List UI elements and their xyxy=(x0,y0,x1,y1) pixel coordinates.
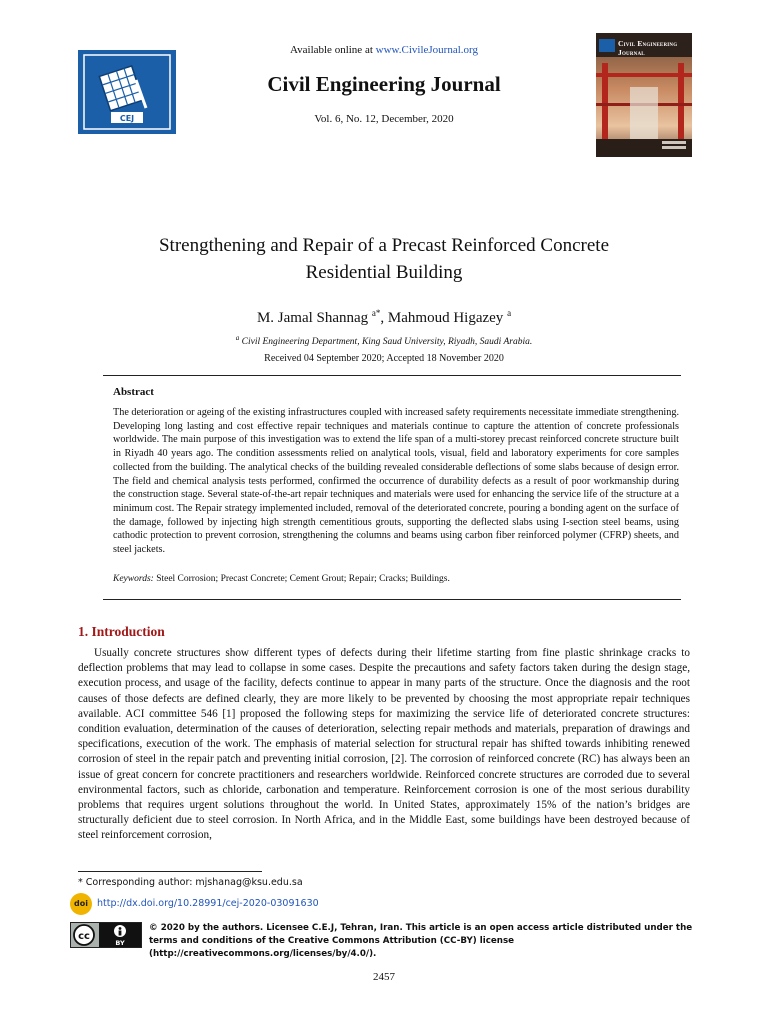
affiliation-text: Civil Engineering Department, King Saud University, Riyadh, Saudi Arabia. xyxy=(241,337,533,348)
abstract-heading: Abstract xyxy=(113,386,154,398)
author-1: M. Jamal Shannag xyxy=(256,310,369,326)
cover-logo-icon xyxy=(599,39,615,52)
author-2: Mahmoud Higazey xyxy=(387,310,504,326)
volume-line: Vol. 6, No. 12, December, 2020 xyxy=(314,113,454,125)
keywords-label: Keywords: xyxy=(113,574,154,584)
author-separator: , xyxy=(380,310,388,326)
cover-title-line2: Journal xyxy=(618,48,645,57)
introduction-paragraph: Usually concrete structures show different types of defects during their lifetime starting from fine plastic shrinkage cracks to deflection problems that may lead to collapse in some cases. Despite the precautions and safety factors taken during the design stage, execution process, and usage of the facility, defects continue to appear in many parts of the structure. Once the diagnosis and the root causes of those defects are defined clearly, they are more likely to be prevented by choosing the most appropriate repair techniques available. ACI committee 546 [1] proposed the following steps for maximizing the service life of deteriorated concrete structures: condition evaluation, determination of the causes of deterioration, selecting repair methods and materials, preparation of drawings and specifications, execution of the work. The emphasis of material selection for structural repair has shifted towards inhibiting renewed corrosion of steel in the repair patch and preventing initial corrosion, [2]. The corrosion of reinforced concrete (RC) has always been an issue of great concern for concrete practitioners and researchers worldwide. Reinforced concrete structures are corroded due to several environmental factors, such as chloride, carbonation and temperature. Reinforcement corrosion is one of the most serious durability problems that requires urgent solutions throughout the world. In United States, approximately 15% of the nation’s bridges are structurally deficient due to steel corrosion. In North Africa, and in the Middle East, some buildings have been destroyed because of steel reinforcement corrosion, xyxy=(78,647,690,842)
affiliation xyxy=(0,334,768,347)
received-dates: Received 04 September 2020; Accepted 18 November 2020 xyxy=(264,353,504,364)
cc-label: cc xyxy=(78,931,90,942)
doi-icon: doi xyxy=(70,893,92,915)
paper-title xyxy=(80,232,688,286)
footnote-rule xyxy=(78,871,262,872)
journal-cover-image xyxy=(596,33,692,157)
doi-link[interactable]: http://dx.doi.org/10.28991/cej-2020-03091630 xyxy=(97,898,319,909)
introduction-heading: 1. Introduction xyxy=(78,624,165,639)
paper-title-line2: Residential Building xyxy=(305,262,463,283)
corresponding-author: * Corresponding author: mjshanag@ksu.edu.sa xyxy=(78,877,303,888)
abstract-top-rule xyxy=(103,375,681,376)
license-text: © 2020 by the authors. Licensee C.E.J, Tehran, Iran. This article is an open access article distributed under the terms and conditions of the Creative Commons Attribution (CC-BY) license (http://creativecommons.org/licenses/by/4.0/). xyxy=(149,923,693,959)
paper-title-line1: Strengthening and Repair of a Precast Reinforced Concrete xyxy=(158,235,610,256)
author-2-sup: a xyxy=(507,308,512,318)
affiliation-sup: a xyxy=(235,334,240,342)
logo-text: CEJ xyxy=(119,114,135,123)
introduction-body xyxy=(78,646,690,844)
by-label: BY xyxy=(115,939,125,947)
available-prefix: Available online at xyxy=(290,44,376,56)
abstract-text: The deterioration or ageing of the existing infrastructures coupled with increased safety requirements necessitate immediate strengthening. Developing long lasting and cost effective repair techniques and materials continue to capture the attention of concrete professionals worldwide. The main purpose of this investigation was to extend the life span of a multi-storey precast reinforced concrete structure built in Riyadh 40 years ago. The condition assessments relied on analytical tools, visual, field and laboratory experiments for core samples collected from the building. The analytical checks of the building revealed considerable deflections of some slabs because of design error. The field and chemical analysis tests performed, confirmed the occurrence of durability defects as a result of poor workmanship during the construction stage. Several state-of-the-art repair techniques and materials were used for enhancing the service life of the structure at a minimum cost. The Repair strategy implemented included, removal of the deteriorated concrete, pouring a bonding agent on the surface of the damage, followed by injecting high strength cementitious grouts, supporting the deflected slabs using I-section steel beams, using cathodic protection to prevent corrosion, strengthening the columns and beams using carbon fiber reinforced polymer (CFRP) sheets, and steel jackets. xyxy=(113,407,679,556)
authors xyxy=(0,308,768,327)
cover-title-line1: Civil Engineering xyxy=(618,39,678,48)
keywords xyxy=(113,574,679,584)
page-number: 2457 xyxy=(373,971,395,983)
journal-title: Civil Engineering Journal xyxy=(267,72,501,96)
journal-website-link[interactable]: www.CivileJournal.org xyxy=(375,44,478,56)
cover-title xyxy=(618,39,690,57)
abstract-bottom-rule xyxy=(103,599,681,600)
cc-by-license-icon[interactable] xyxy=(70,922,142,948)
author-1-sup: a* xyxy=(371,308,381,318)
keywords-list: Steel Corrosion; Precast Concrete; Cement Grout; Repair; Cracks; Buildings. xyxy=(153,574,450,584)
